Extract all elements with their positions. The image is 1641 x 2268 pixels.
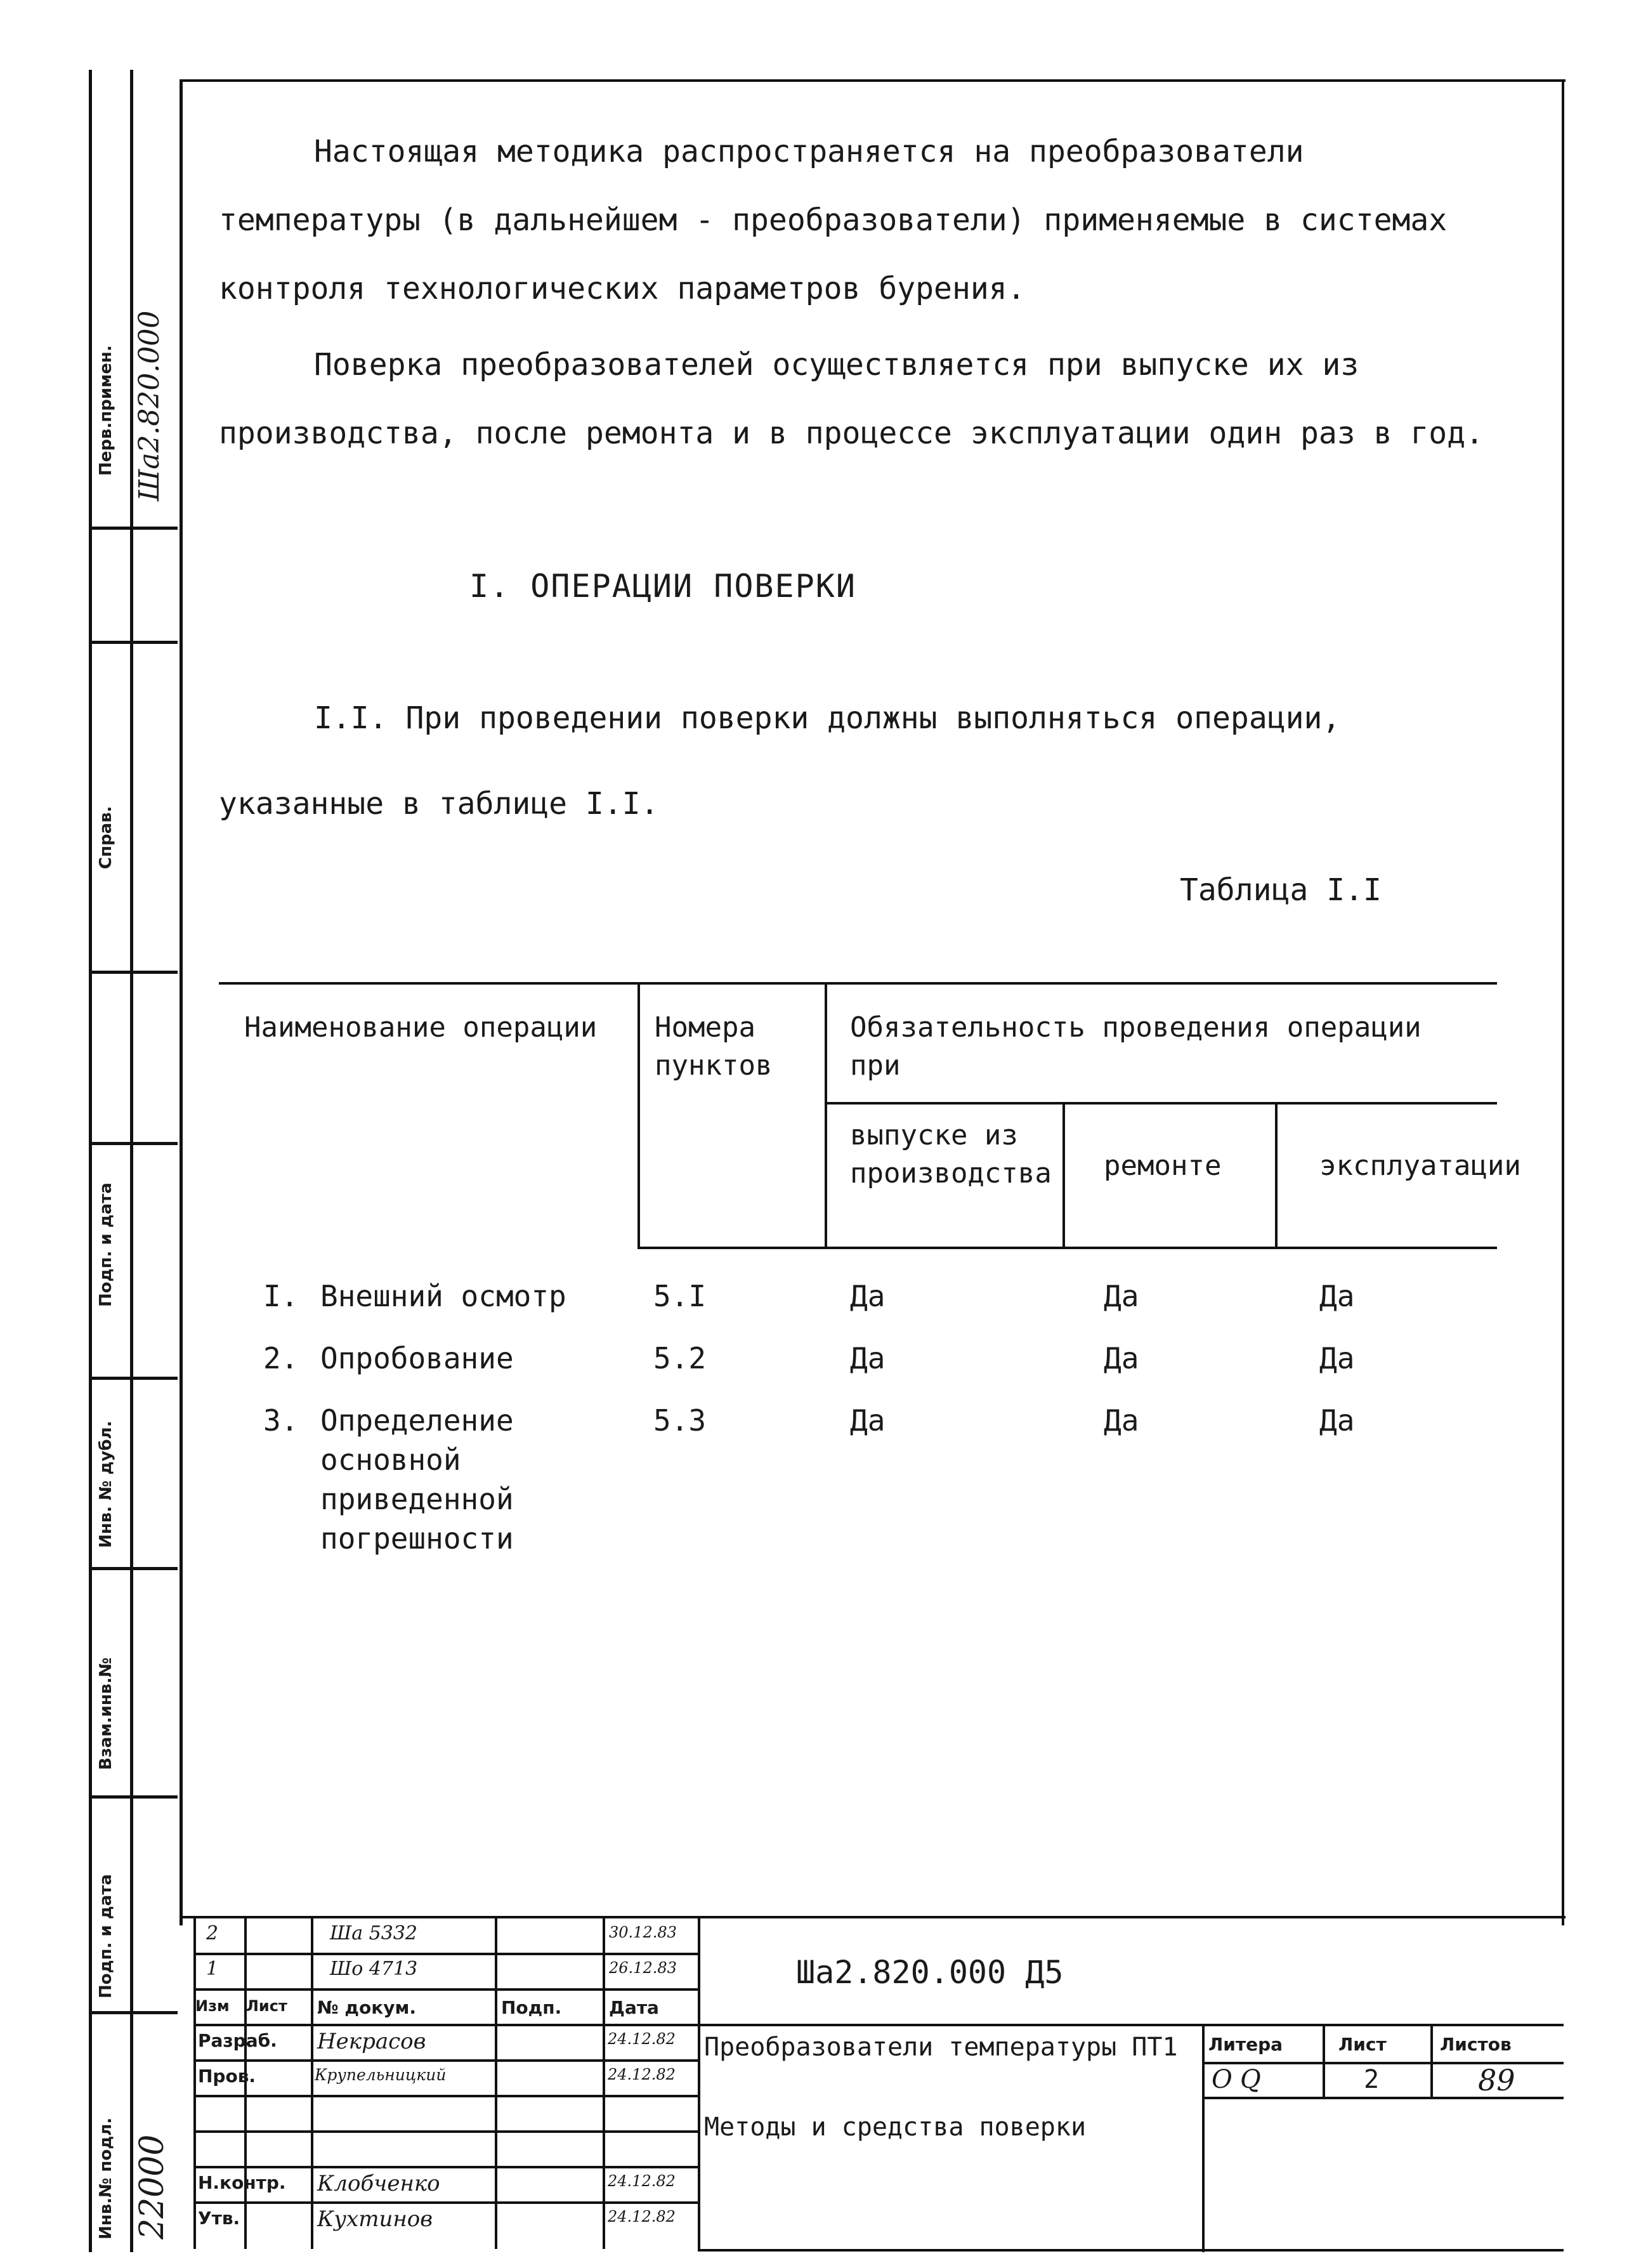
orig-inv-label: Инв.№ подл. [96,2117,115,2239]
sheet-label: Лист [1338,2034,1387,2055]
litera-label: Литера [1208,2034,1283,2055]
frame-left-border [180,79,183,1925]
role-developer: Разраб. [198,2030,277,2051]
name-checker: Крупельницкий [315,2066,447,2084]
header-mandatory: Обязательность проведения операции при [850,1011,1422,1082]
col-change: Изм [195,1997,230,2015]
header-release: выпуске из производства [850,1119,1052,1190]
date-norm-control: 24.12.82 [608,2172,676,2190]
change-doc-1: Ша 5332 [330,1922,418,1944]
ref-label: Справ. [96,806,115,869]
document-designation: Ша2.820.000 Д5 [796,1954,1064,1991]
sheets-value: 89 [1478,2063,1515,2097]
name-approved: Кухтинов [317,2206,433,2232]
change-date-2: 26.12.83 [609,1959,677,1977]
col-sheet: Лист [246,1997,287,2015]
role-norm-control: Н.контр. [198,2172,286,2193]
product-title: Преобразователи температуры ПТ1 [704,2033,1178,2062]
sign-date2-label: Подп. и дата [96,1874,115,1998]
col-sign: Подп. [501,1997,562,2018]
change-num-2: 1 [206,1958,219,1980]
header-operation: эксплуатации [1319,1150,1521,1182]
change-doc-2: Шо 4713 [330,1958,418,1980]
dup-inv-label: Инв. № дубл. [96,1420,115,1548]
frame-top-border [180,79,1566,82]
clause-text: I.I. При проведении поверки должны выполняться операции, указанные в таблице I.I. [219,700,1341,822]
table-caption: Таблица I.I [1180,872,1382,908]
sheets-label: Листов [1440,2034,1512,2055]
litera-value: О [1212,2065,1232,2094]
left-margin-strip [89,70,178,2252]
first-use-label: Перв.примен. [96,345,115,476]
litera-value-2: Q [1240,2065,1261,2094]
header-points: Номера пунктов [655,1011,773,1082]
intro-paragraph-1: Настоящая методика распространяется на преобразователи температуры (в дальнейшем - преобразователи) применяемые в системах контроля технологических параметров бурения. [219,134,1448,306]
section-heading: I. ОПЕРАЦИИ ПОВЕРКИ [469,568,856,605]
header-repair: ремонте [1104,1150,1222,1182]
replace-inv-label: Взам.инв.№ [96,1657,115,1770]
role-checker: Пров. [198,2066,256,2087]
col-date: Дата [609,1997,659,2018]
intro-paragraph-2: Поверка преобразователей осуществляется при выпуске их из производства, после ремонта и в процессе эксплуатации один раз в год. [219,347,1484,451]
sheet-value: 2 [1364,2065,1380,2094]
role-approved: Утв. [198,2208,240,2229]
name-developer: Некрасов [317,2029,426,2054]
name-norm-control: Клобченко [317,2171,440,2196]
change-num-1: 2 [206,1922,219,1944]
date-developer: 24.12.82 [608,2030,676,2048]
col-doc: № докум. [317,1997,417,2018]
first-use-value: Ша2.820.000 [133,310,166,501]
change-date-1: 30.12.83 [609,1924,677,1941]
header-name: Наименование операции [244,1011,598,1044]
sign-date-label: Подп. и дата [96,1183,115,1307]
document-title: Методы и средства поверки [704,2113,1087,2142]
date-approved: 24.12.82 [608,2208,676,2225]
frame-right-border [1562,79,1564,1925]
date-checker: 24.12.82 [608,2066,676,2083]
intro-text [219,117,1507,468]
orig-inv-value: 22000 [133,2134,171,2239]
